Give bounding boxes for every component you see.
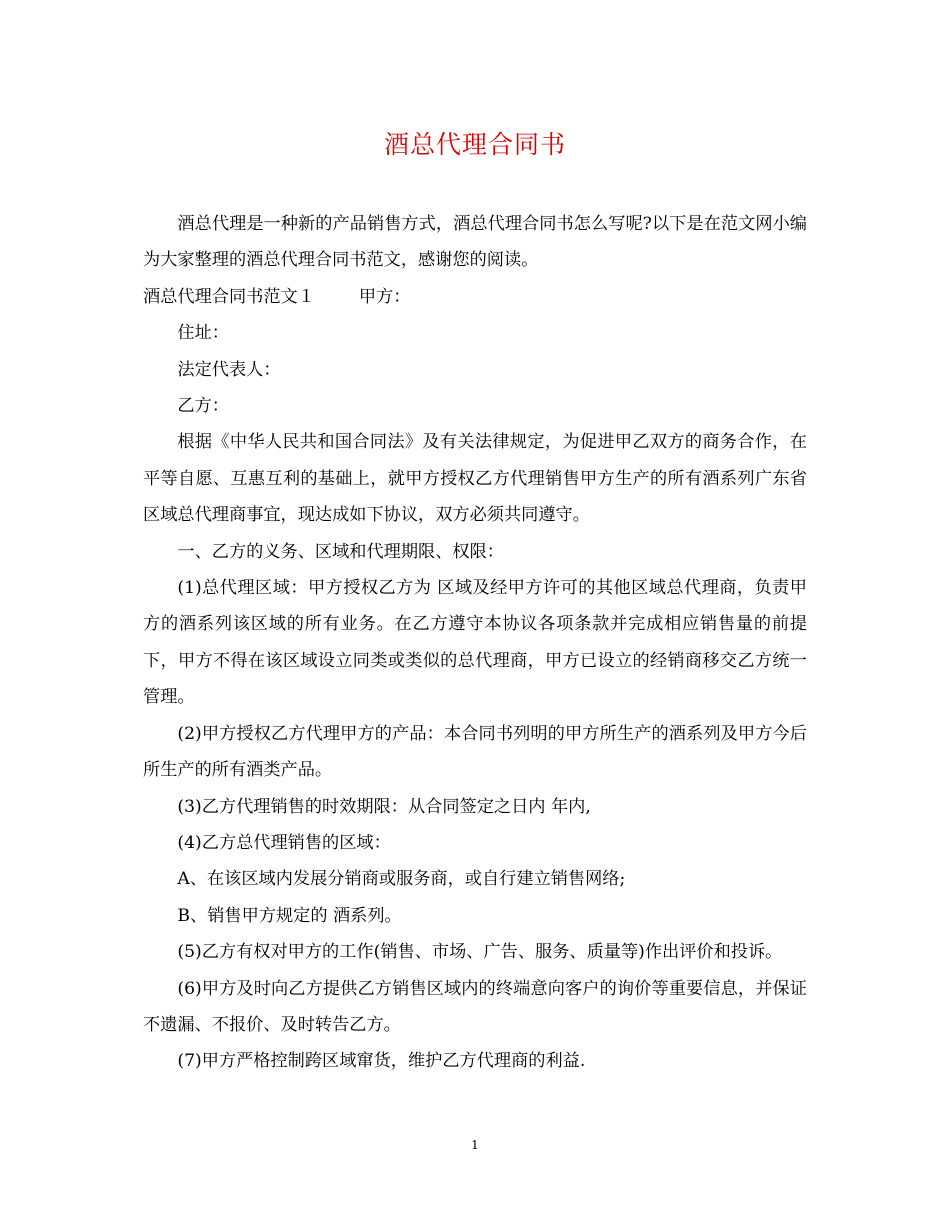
clause-4-b: B、销售甲方规定的 酒系列。: [177, 905, 402, 926]
legal-rep-label: 法定代表人：: [177, 359, 281, 380]
sample-heading: 酒总代理合同书范文１: [143, 286, 315, 307]
clause-5: (5)乙方有权对甲方的工作(销售、市场、广告、服务、质量等)作出评价和投诉。: [177, 942, 783, 963]
clause-4: (4)乙方总代理销售的区域：: [177, 832, 391, 853]
sample-heading-line: [143, 279, 807, 315]
page-number: 1: [471, 1138, 479, 1152]
party-a-label: 甲方：: [358, 286, 411, 307]
clause-6: (6)甲方及时向乙方提供乙方销售区域内的终端意向客户的询价等重要信息，并保证不遗漏、不报价、及时转告乙方。: [143, 978, 807, 1035]
clause-2: (2)甲方授权乙方代理甲方的产品：本合同书列明的甲方所生产的酒系列及甲方今后所生产的所有酒类产品。: [143, 723, 807, 781]
document-title: 酒总代理合同书: [383, 130, 566, 159]
intro-paragraph: 酒总代理是一种新的产品销售方式，酒总代理合同书怎么写呢?以下是在范文网小编为大家整理的酒总代理合同书范文，感谢您的阅读。: [143, 214, 807, 271]
party-b-label: 乙方：: [177, 396, 229, 417]
preamble-paragraph: 根据《中华人民共和国合同法》及有关法律规定，为促进甲乙双方的商务合作，在平等自愿、互惠互利的基础上，就甲方授权乙方代理销售甲方生产的所有酒系列广东省区域总代理商事宜，现达成如下协议，双方必须共同遵守。: [143, 432, 807, 526]
clause-1: (1)总代理区域：甲方授权乙方为 区域及经甲方许可的其他区域总代理商，负责甲方的酒系列该区域的所有业务。在乙方遵守本协议各项条款并完成相应销售量的前提下，甲方不得在该区域设立同类或类似的总代理商，甲方已设立的经销商移交乙方统一管理。: [143, 578, 807, 708]
address-label: 住址：: [177, 323, 229, 344]
document-body: [143, 206, 807, 1080]
clause-4-a: A、在该区域内发展分销商或服务商，或自行建立销售网络;: [177, 869, 626, 890]
section-1-heading: 一、乙方的义务、区域和代理期限、权限：: [177, 541, 504, 562]
clause-7: (7)甲方严格控制跨区域窜货，维护乙方代理商的利益.: [177, 1051, 586, 1072]
clause-3: (3)乙方代理销售的时效期限：从合同签定之日内 年内,: [177, 796, 591, 817]
